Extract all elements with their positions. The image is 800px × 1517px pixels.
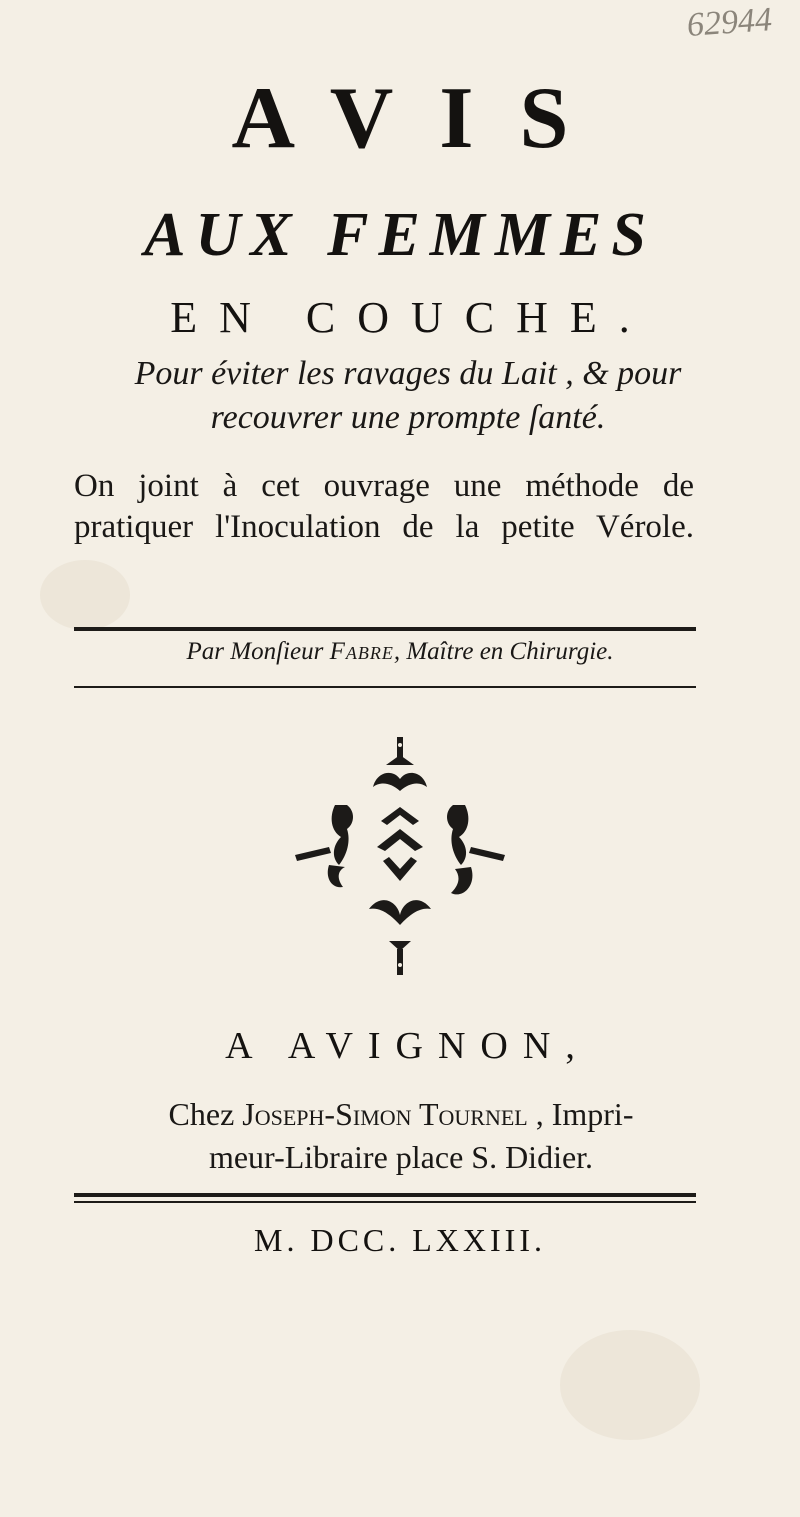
printer-name: Joseph-Simon Tournel: [242, 1096, 528, 1132]
shelfmark-annotation: 62944: [685, 1, 774, 44]
imprint-suffix: , Impri-: [535, 1096, 634, 1132]
fleuron-ornament-icon: [285, 735, 515, 1007]
imprint-place: A AVIGNON,: [225, 1025, 590, 1067]
author-name: Fabre: [329, 638, 394, 665]
title-line-avis: AVIS: [231, 70, 615, 167]
rule-imprint-bottom: [74, 1201, 696, 1203]
note-inoculation: On joint à cet ouvrage une méthode de pratiquer l'Inoculation de la petite Vérole.: [74, 468, 694, 545]
rule-top: [74, 627, 696, 631]
author-prefix: Par Monſieur: [186, 638, 324, 665]
imprint-line2: meur-Libraire place S. Didier.: [208, 1139, 594, 1175]
author-suffix: , Maître en Chirurgie.: [393, 638, 614, 665]
subtitle: Pour éviter les ravages du Lait , & pour recouvrer une prompte ſanté.: [134, 355, 682, 436]
publication-date: M. DCC. LXXIII.: [254, 1222, 546, 1258]
title-line-femmes: AUX FEMMES: [144, 201, 656, 269]
author-line: [0, 638, 800, 666]
rule-bottom: [74, 686, 696, 688]
title-line-couche: EN COUCHE.: [170, 293, 652, 342]
imprint-text: [96, 1093, 706, 1179]
paper-stain: [560, 1330, 700, 1440]
rule-imprint-top: [74, 1193, 696, 1197]
imprint-prefix: Chez: [168, 1096, 235, 1132]
